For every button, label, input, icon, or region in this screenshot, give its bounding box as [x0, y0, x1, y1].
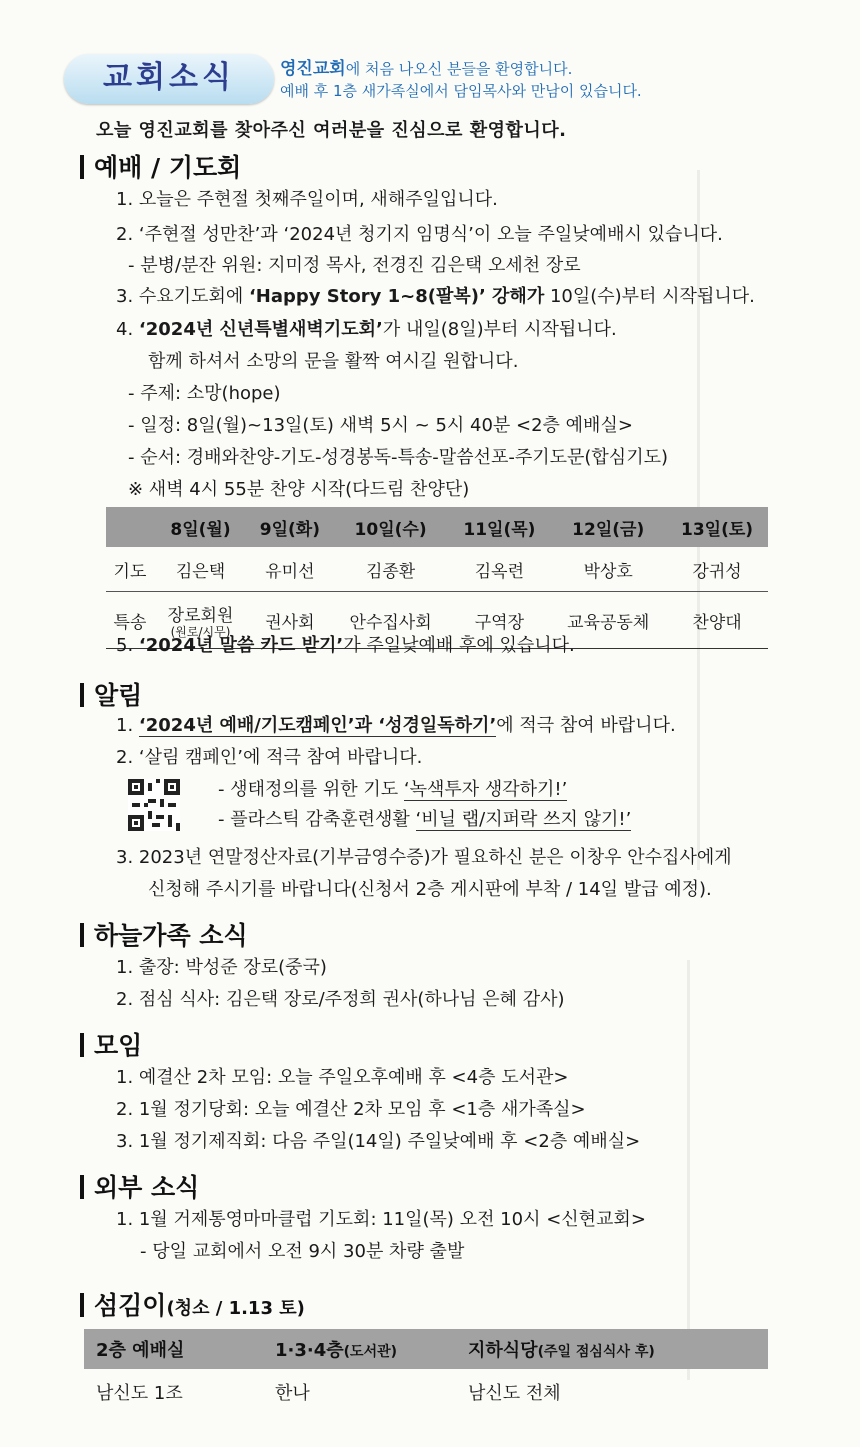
header-text: 지하식당 — [468, 1340, 538, 1361]
family-item-1: 1. 출장: 박성준 장로(중국) — [116, 957, 327, 978]
heading-bar — [80, 1175, 84, 1199]
text: 4. — [116, 319, 139, 340]
notice-item-3-line2: 신청해 주시기를 바랍니다(신청서 2층 게시판에 부착 / 14일 발급 예정). — [148, 879, 712, 900]
worship-item-4-note: ※ 새벽 4시 55분 찬양 시작(다드림 찬양단) — [128, 479, 470, 500]
text: 가 주일낮예배 후에 있습니다. — [343, 635, 575, 656]
section-external-title — [80, 1168, 199, 1204]
header-cell — [263, 1329, 456, 1369]
cleaning-duty-table — [84, 1329, 768, 1415]
text: - 플라스틱 감축훈련생활 — [218, 809, 416, 830]
table-cell: 김종환 — [333, 547, 449, 592]
section-worship-title — [80, 148, 241, 184]
header-cell: 2층 예배실 — [84, 1329, 263, 1369]
heading-bar — [80, 155, 84, 179]
section-title-text: 모임 — [94, 1031, 143, 1060]
worship-item-2-sub: - 분병/분잔 위원: 지미정 목사, 전경진 김은택 오세천 장로 — [128, 255, 581, 276]
external-item-1: 1. 1월 거제통영마마클럽 기도회: 11일(목) 오전 10시 <신현교회> — [116, 1209, 646, 1230]
notice-item-2-sub-1 — [218, 778, 567, 802]
row-label: 기도 — [106, 547, 154, 592]
table-cell: 구역장 — [448, 592, 550, 649]
meetings-item-2: 2. 1월 정기당회: 오늘 예결산 2차 모임 후 <1층 새가족실> — [116, 1099, 586, 1120]
table-row-prayer — [106, 547, 768, 592]
header-day: 8일(월) — [154, 507, 247, 547]
header-note: (도서관) — [343, 1344, 398, 1360]
church-name: 영진교회 — [280, 59, 346, 79]
section-title-text: 하늘가족 소식 — [94, 921, 248, 950]
header-greeting — [280, 58, 642, 102]
notice-item-3: 3. 2023년 연말정산자료(기부금영수증)가 필요하신 분은 이창우 안수집사에게 — [116, 847, 732, 868]
meetings-item-3: 3. 1월 정기제직회: 다음 주일(14일) 주일낮예배 후 <2층 예배실> — [116, 1131, 641, 1152]
worship-item-5 — [116, 634, 575, 658]
section-title-text: 외부 소식 — [94, 1173, 200, 1202]
dawn-prayer-schedule-table — [106, 507, 768, 649]
text: 5. — [116, 635, 139, 656]
worship-item-4-topic: - 주제: 소망(hope) — [128, 383, 281, 404]
table-cell: 찬양대 — [666, 592, 768, 649]
table-cell: 안수집사회 — [333, 592, 449, 649]
header-day: 13일(토) — [666, 507, 768, 547]
notice-item-2-sub-2 — [218, 808, 631, 832]
emphasis: ‘2024년 말씀 카드 받기’ — [138, 635, 344, 656]
cell-sub: (원로/시무) — [170, 625, 231, 639]
section-title-text: 섬김이 — [94, 1291, 167, 1320]
section-title-text: 알림 — [94, 681, 143, 710]
cell-main: 장로회원 — [167, 606, 234, 626]
welcome-suffix: 에 처음 나오신 분들을 환영합니다. — [345, 60, 573, 78]
worship-item-2: 2. ‘주현절 성만찬’과 ‘2024년 청기지 임명식’이 오늘 주일낮예배시 있습니다. — [116, 224, 723, 245]
worship-item-4-line2: 함께 하셔서 소망의 문을 활짝 여시길 원합니다. — [148, 351, 519, 372]
worship-item-1: 1. 오늘은 주현절 첫째주일이며, 새해주일입니다. — [116, 189, 498, 210]
section-title-text: 예배 / 기도회 — [94, 153, 242, 182]
worship-item-3 — [116, 285, 755, 309]
header-day: 11일(목) — [448, 507, 550, 547]
table-cell: 김은택 — [154, 547, 247, 592]
church-news-badge: 교회소식 — [64, 54, 274, 104]
emphasis: ‘2024년 신년특별새벽기도회’ — [138, 319, 383, 340]
header-cell — [456, 1329, 768, 1369]
table-cell: 권사회 — [247, 592, 333, 649]
worship-item-4 — [116, 318, 617, 342]
table-cell: 유미선 — [247, 547, 333, 592]
table-cell: 강귀성 — [666, 547, 768, 592]
text: 1. — [116, 715, 139, 736]
heading-bar — [80, 1293, 84, 1317]
text: 에 적극 참여 바랍니다. — [496, 715, 676, 736]
header-note: (주일 점심식사 후) — [537, 1344, 655, 1360]
header-day: 12일(금) — [550, 507, 666, 547]
welcome-message: 오늘 영진교회를 찾아주신 여러분을 진심으로 환영합니다. — [96, 120, 567, 141]
header-text: 1·3·4층 — [275, 1340, 344, 1361]
qr-code-icon — [128, 779, 180, 831]
heading-bar — [80, 923, 84, 947]
cleaning-header-row — [84, 1329, 768, 1369]
table-cell: 남신도 전체 — [468, 1383, 561, 1404]
text: 가 내일(8일)부터 시작됩니다. — [382, 319, 617, 340]
family-item-2: 2. 점심 식사: 김은택 장로/주정희 권사(하나님 은혜 감사) — [116, 989, 565, 1010]
section-cleaning-title — [80, 1286, 305, 1322]
heading-bar — [80, 683, 84, 707]
table-cell: 교육공동체 — [550, 592, 666, 649]
emphasis: ‘2024년 예배/기도캠페인’과 ‘성경일독하기’ — [138, 715, 497, 736]
worship-item-4-time: - 일정: 8일(월)~13일(토) 새벽 5시 ~ 5시 40분 <2층 예배실> — [128, 415, 633, 436]
header-day: 10일(수) — [333, 507, 449, 547]
meetings-item-1: 1. 예결산 2차 모임: 오늘 주일오후예배 후 <4층 도서관> — [116, 1067, 569, 1088]
table-cell: 박상호 — [550, 547, 666, 592]
external-item-1-sub: - 당일 교회에서 오전 9시 30분 차량 출발 — [140, 1241, 465, 1262]
notice-item-1 — [116, 714, 676, 738]
text: 3. 수요기도회에 — [116, 286, 249, 307]
text: - 생태정의를 위한 기도 — [218, 779, 404, 800]
section-notice-title — [80, 676, 142, 712]
text: 10일(수)부터 시작됩니다. — [544, 286, 755, 307]
table-cell: 김옥련 — [448, 547, 550, 592]
worship-item-4-order: - 순서: 경배와찬양-기도-성경봉독-특송-말씀선포-주기도문(합심기도) — [128, 447, 668, 468]
row-label: 특송 — [106, 592, 154, 649]
notice-item-2: 2. ‘살림 캠페인’에 적극 참여 바랍니다. — [116, 747, 423, 768]
schedule-header-row — [106, 507, 768, 547]
emphasis: ‘비닐 랩/지퍼락 쓰지 않기!’ — [415, 809, 632, 830]
table-row — [84, 1369, 768, 1415]
heading-bar — [80, 1033, 84, 1057]
welcome-note: 예배 후 1층 새가족실에서 담임목사와 만남이 있습니다. — [280, 82, 642, 100]
bleed-through-decoration — [687, 960, 820, 1380]
emphasis: ‘녹색투자 생각하기!’ — [403, 779, 568, 800]
table-cell: 남신도 1조 — [96, 1383, 183, 1404]
section-meetings-title — [80, 1026, 142, 1062]
section-family-title — [80, 916, 248, 952]
section-title-note: (청소 / 1.13 토) — [166, 1298, 305, 1319]
header-day: 9일(화) — [247, 507, 333, 547]
table-cell: 한나 — [275, 1383, 310, 1404]
header-cell-empty — [106, 507, 154, 547]
emphasis: ‘Happy Story 1~8(팔복)’ 강해가 — [248, 286, 545, 307]
